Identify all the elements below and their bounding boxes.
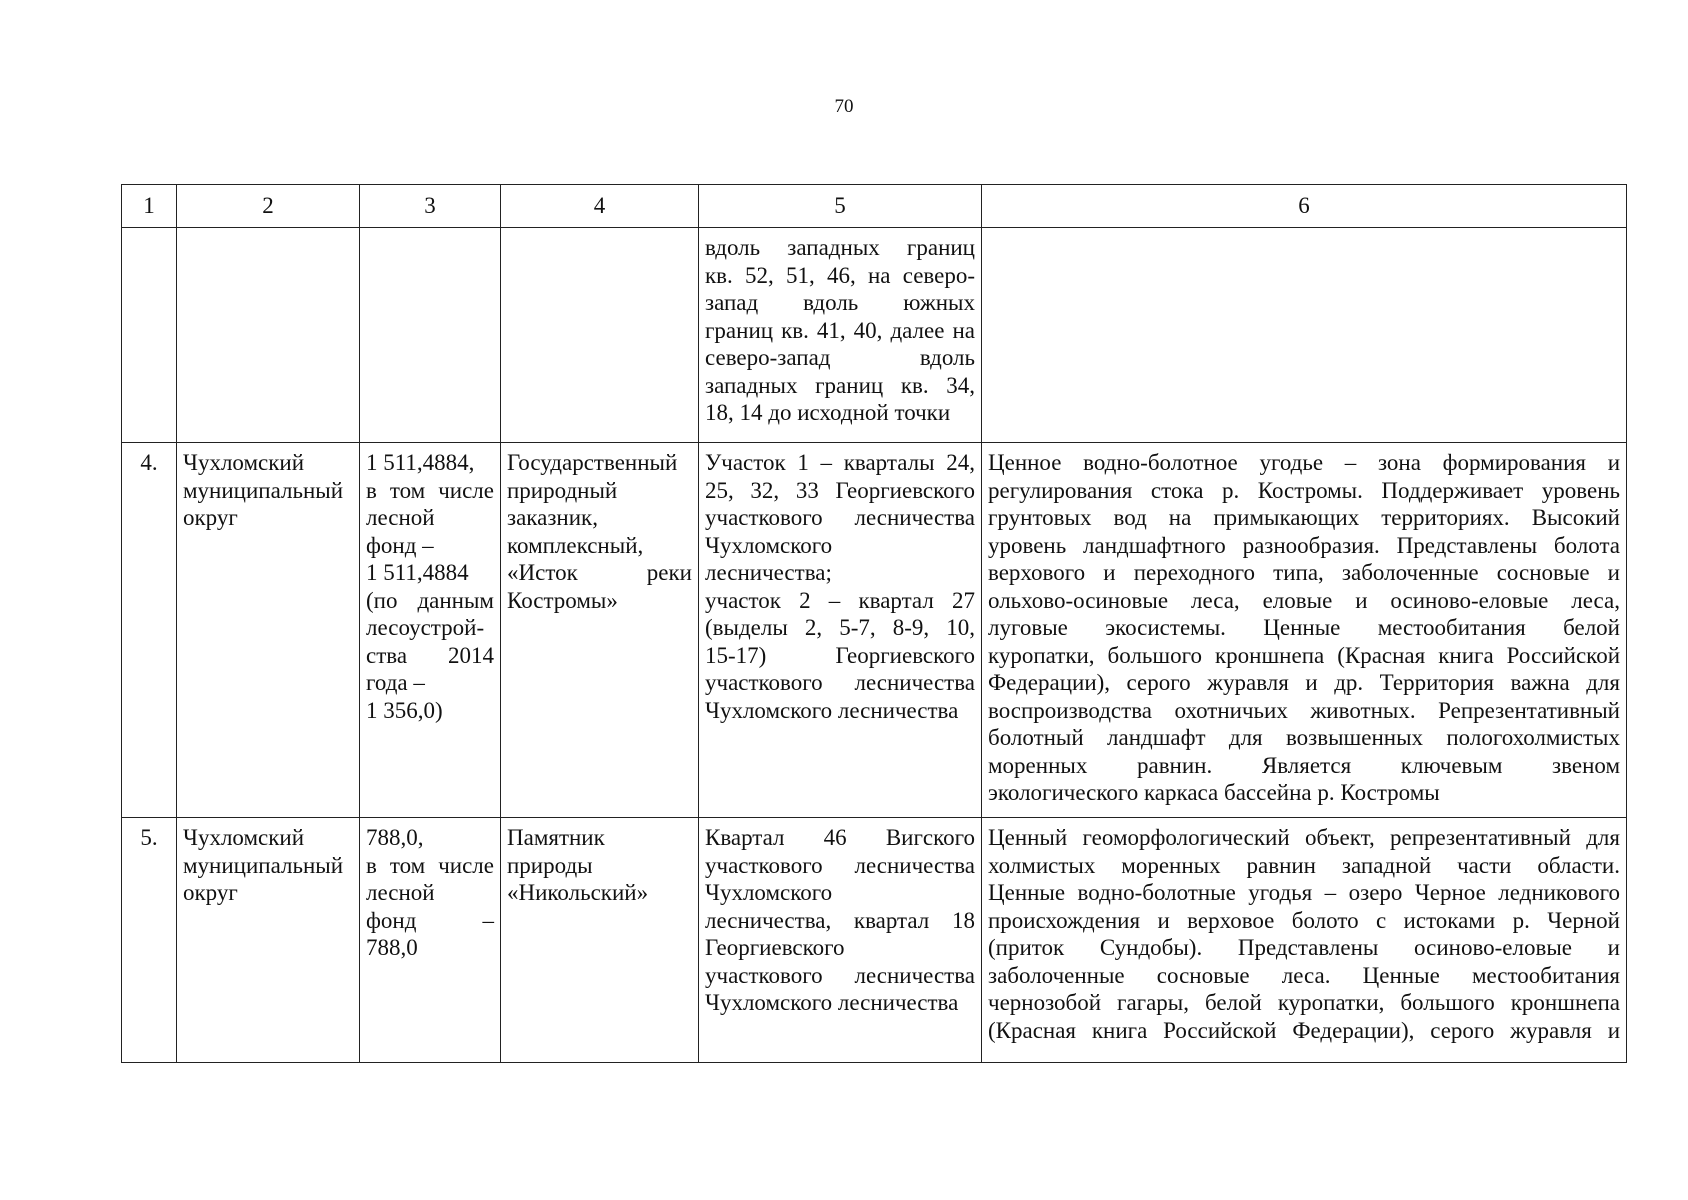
col-header-2: 2 <box>177 185 360 228</box>
text-line: запад вдоль южных <box>705 290 975 315</box>
text-line: комплексный, <box>507 532 644 558</box>
text-line: (приток Сундобы). Представлены осиново-еловые и <box>988 935 1620 960</box>
text-line: чернозобой гагары, белой куропатки, большого кроншнепа <box>988 990 1620 1015</box>
text-line: (Красная книга Российской Федерации), серого журавля и <box>988 1017 1620 1043</box>
col-header-3: 3 <box>360 185 501 228</box>
text-line: происхождения и верховое болото с истоками р. Черной <box>988 907 1620 933</box>
cell-district <box>177 818 360 1063</box>
cell-description <box>982 228 1627 443</box>
cell-district <box>177 443 360 818</box>
text-line: Участок 1 – кварталы 24, <box>705 450 975 475</box>
text-line: Ценные водно-болотные угодья – озеро Черное ледникового <box>988 880 1620 905</box>
text-line: Ценное водно-болотное угодье – зона формирования и <box>988 450 1620 475</box>
text-line: Георгиевского <box>705 935 845 960</box>
page-number: 70 <box>834 96 854 117</box>
text-line: Федерации), серого журавля и др. Территория важна для <box>988 670 1620 695</box>
text-line: ольхово-осиновые леса, еловые и осиново-еловые леса, <box>988 587 1620 613</box>
cell-num <box>122 228 177 443</box>
text-line: луговые экосистемы. Ценные местообитания белой <box>988 615 1620 640</box>
text-line: Ценный геоморфологический объект, репрезентативный для <box>988 825 1620 850</box>
col-header-4: 4 <box>501 185 699 228</box>
cell-location <box>699 443 982 818</box>
text-line: Государственный <box>507 450 678 475</box>
text-line: природный <box>507 477 618 503</box>
text-line: Чухломского лесничества <box>705 990 959 1015</box>
text-line: участкового лесничества <box>705 852 975 878</box>
text-line: лесничества, квартал 18 <box>705 907 975 933</box>
text-line: западных границ кв. 34, <box>705 372 975 398</box>
text-line: округ <box>183 505 238 530</box>
text-line: заболоченные сосновые леса. Ценные местообитания <box>988 962 1620 988</box>
cell-district <box>177 228 360 443</box>
table-row <box>122 818 1627 1063</box>
text-line: фонд – <box>366 907 494 933</box>
text-line: муниципальный <box>183 477 344 503</box>
text-line: воспроизводства охотничьих животных. Репрезентативный <box>988 697 1620 723</box>
text-line: лесной <box>366 505 435 530</box>
text-line: заказник, <box>507 505 598 530</box>
text-line: Чухломский <box>183 450 305 475</box>
table-row <box>122 228 1627 443</box>
text-line: Чухломского <box>705 880 833 905</box>
text-line: Памятник <box>507 825 605 850</box>
text-line: уровень ландшафтного разнообразия. Представлены болота <box>988 532 1620 558</box>
text-line: грунтовых вод на примыкающих территориях. Высокий <box>988 505 1620 530</box>
text-line: года – <box>366 670 425 695</box>
cell-description <box>982 818 1627 1063</box>
text-line: 1 511,4884, <box>366 450 475 475</box>
text-line: 1 356,0) <box>366 697 443 723</box>
text-line: ства 2014 <box>366 642 494 668</box>
cell-description <box>982 443 1627 818</box>
text-line: участок 2 – квартал 27 <box>705 587 975 613</box>
text-line: болотный ландшафт для возвышенных пологохолмистых <box>988 725 1620 750</box>
text-line: в том числе <box>366 477 494 503</box>
text-line: лесной <box>366 880 435 905</box>
text-line: «Исток реки <box>507 560 692 585</box>
table-row <box>122 443 1627 818</box>
text-line: фонд – <box>366 532 434 558</box>
cell-object <box>501 228 699 443</box>
text-line: «Никольский» <box>507 880 649 905</box>
text-line: в том числе <box>366 852 494 878</box>
text-line: округ <box>183 880 238 905</box>
text-line: моренных равнин. Является ключевым звеном <box>988 752 1620 778</box>
protected-areas-table <box>121 184 1627 1063</box>
text-line: участкового лесничества <box>705 670 975 695</box>
cell-object <box>501 818 699 1063</box>
cell-area <box>360 228 501 443</box>
cell-num: 5. <box>122 818 177 1063</box>
text-line: участкового лесничества <box>705 505 975 530</box>
text-line: Чухломского <box>705 532 833 558</box>
text-line: куропатки, большого кроншнепа (Красная книга Российской <box>988 642 1620 668</box>
cell-location <box>699 818 982 1063</box>
text-line: природы <box>507 852 593 878</box>
cell-num: 4. <box>122 443 177 818</box>
text-line: северо-запад вдоль <box>705 345 975 370</box>
text-line: холмистых моренных равнин западной части области. <box>988 852 1620 878</box>
text-line: 18, 14 до исходной точки <box>705 400 951 425</box>
text-line: границ кв. 41, 40, далее на <box>705 317 975 343</box>
text-line: Чухломского лесничества <box>705 697 959 723</box>
text-line: Квартал 46 Вигского <box>705 825 975 850</box>
col-header-1: 1 <box>122 185 177 228</box>
text-line: Чухломский <box>183 825 305 850</box>
text-line: верхового и переходного типа, заболоченные сосновые и <box>988 560 1620 585</box>
col-header-6: 6 <box>982 185 1627 228</box>
text-line: участкового лесничества <box>705 962 975 988</box>
text-line: (выделы 2, 5-7, 8-9, 10, <box>705 615 975 640</box>
text-line: 15-17) Георгиевского <box>705 642 975 668</box>
text-line: муниципальный <box>183 852 344 878</box>
text-line: 25, 32, 33 Георгиевского <box>705 477 975 503</box>
cell-object <box>501 443 699 818</box>
cell-location <box>699 228 982 443</box>
text-line: 788,0 <box>366 935 418 960</box>
text-line: 788,0, <box>366 825 424 850</box>
text-line: регулирования стока р. Костромы. Поддерживает уровень <box>988 477 1620 503</box>
cell-area <box>360 818 501 1063</box>
text-line: кв. 52, 51, 46, на северо- <box>705 262 975 288</box>
text-line: Костромы» <box>507 587 618 613</box>
text-line: вдоль западных границ <box>705 235 975 260</box>
table-header-row <box>122 185 1627 228</box>
col-header-5: 5 <box>699 185 982 228</box>
text-line: 1 511,4884 <box>366 560 469 585</box>
text-line: экологического каркаса бассейна р. Костромы <box>988 780 1440 805</box>
text-line: лесничества; <box>705 560 832 585</box>
text-line: лесоустрой- <box>366 615 485 640</box>
text-line: (по данным <box>366 587 494 613</box>
cell-area <box>360 443 501 818</box>
